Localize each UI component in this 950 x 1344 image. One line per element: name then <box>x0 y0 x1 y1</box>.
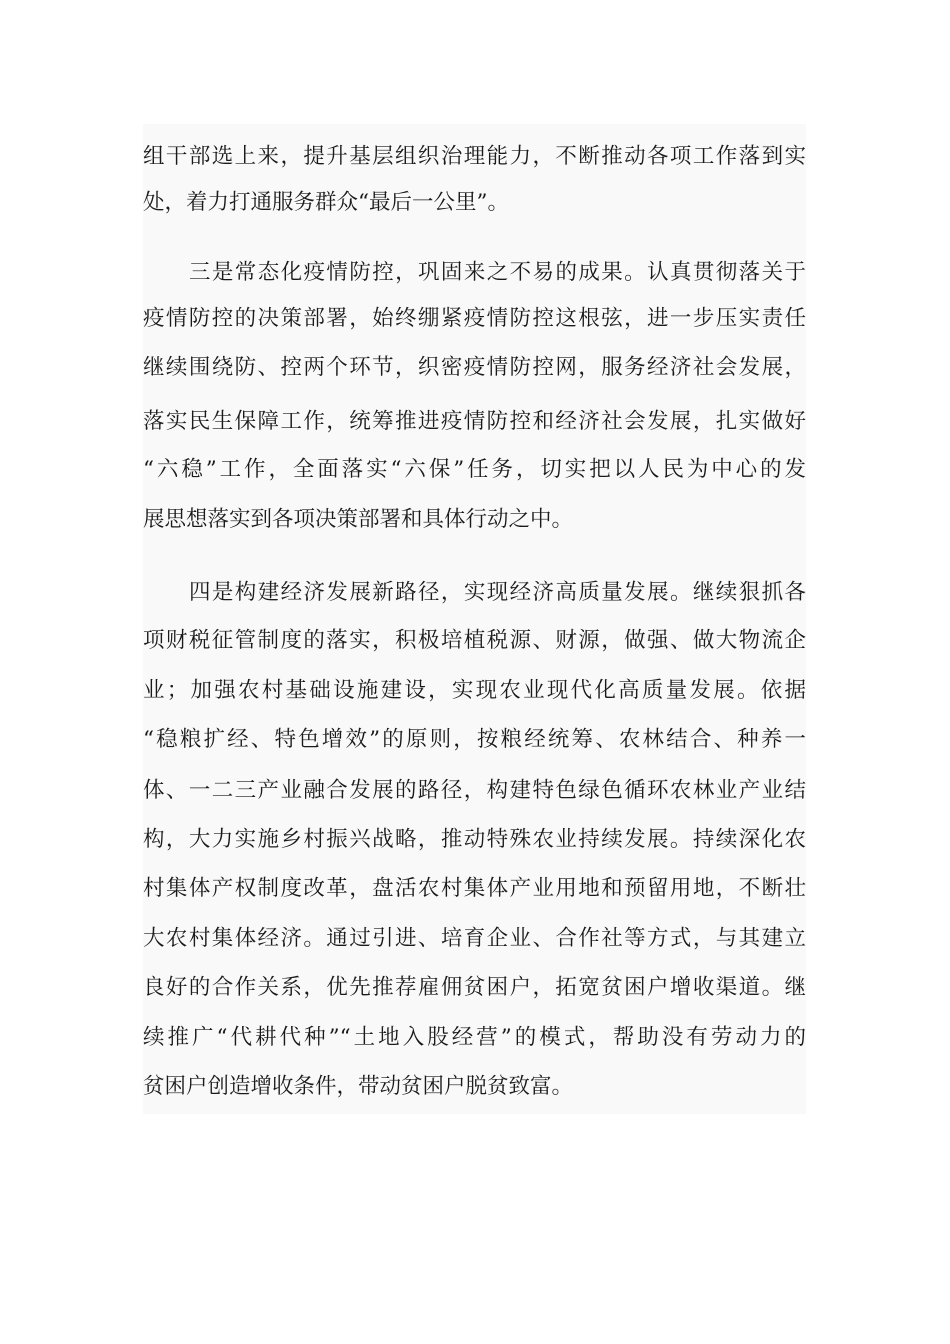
paragraph-3-line-2: 项财税征管制度的落实，积极培植税源、财源，做强、做大物流企 <box>143 628 806 653</box>
paragraph-1-line-2: 处，着力打通服务群众“最后一公里”。 <box>143 190 509 215</box>
paragraph-3-line-10: 续推广“代耕代种”“土地入股经营”的模式，帮助没有劳动力的 <box>143 1025 806 1050</box>
paragraph-1-line-1: 组干部选上来，提升基层组织治理能力，不断推动各项工作落到实 <box>143 144 806 169</box>
paragraph-3-line-3: 业；加强农村基础设施建设，实现农业现代化高质量发展。依据 <box>143 678 806 703</box>
paragraph-2-line-4: 落实民生保障工作，统筹推进疫情防控和经济社会发展，扎实做好 <box>143 409 806 434</box>
paragraph-3-line-9: 良好的合作关系，优先推荐雇佣贫困户，拓宽贫困户增收渠道。继 <box>143 975 806 1000</box>
paragraph-2-line-6: 展思想落实到各项决策部署和具体行动之中。 <box>143 507 574 532</box>
paragraph-3-line-4: “稳粮扩经、特色增效”的原则，按粮经统筹、农林结合、种养一 <box>143 727 806 752</box>
paragraph-2-line-2: 疫情防控的决策部署，始终绷紧疫情防控这根弦，进一步压实责任 <box>143 306 806 331</box>
paragraph-2-line-1: 三是常态化疫情防控，巩固来之不易的成果。认真贯彻落关于 <box>189 260 806 285</box>
paragraph-3-line-11: 贫困户创造增收条件，带动贫困户脱贫致富。 <box>143 1074 574 1099</box>
paragraph-3-line-5: 体、一二三产业融合发展的路径，构建特色绿色循环农林业产业结 <box>143 778 806 803</box>
paragraph-2-line-5: “六稳”工作，全面落实“六保”任务，切实把以人民为中心的发 <box>143 457 806 482</box>
document-page-body <box>143 124 806 1114</box>
paragraph-2-line-3: 继续围绕防、控两个环节，织密疫情防控网，服务经济社会发展， <box>143 355 806 380</box>
paragraph-3-line-6: 构，大力实施乡村振兴战略，推动特殊农业持续发展。持续深化农 <box>143 827 806 852</box>
paragraph-3-line-7: 村集体产权制度改革，盘活农村集体产业用地和预留用地，不断壮 <box>143 876 806 901</box>
paragraph-3-line-1: 四是构建经济发展新路径，实现经济高质量发展。继续狠抓各 <box>189 580 806 605</box>
paragraph-3-line-8: 大农村集体经济。通过引进、培育企业、合作社等方式，与其建立 <box>143 926 806 951</box>
